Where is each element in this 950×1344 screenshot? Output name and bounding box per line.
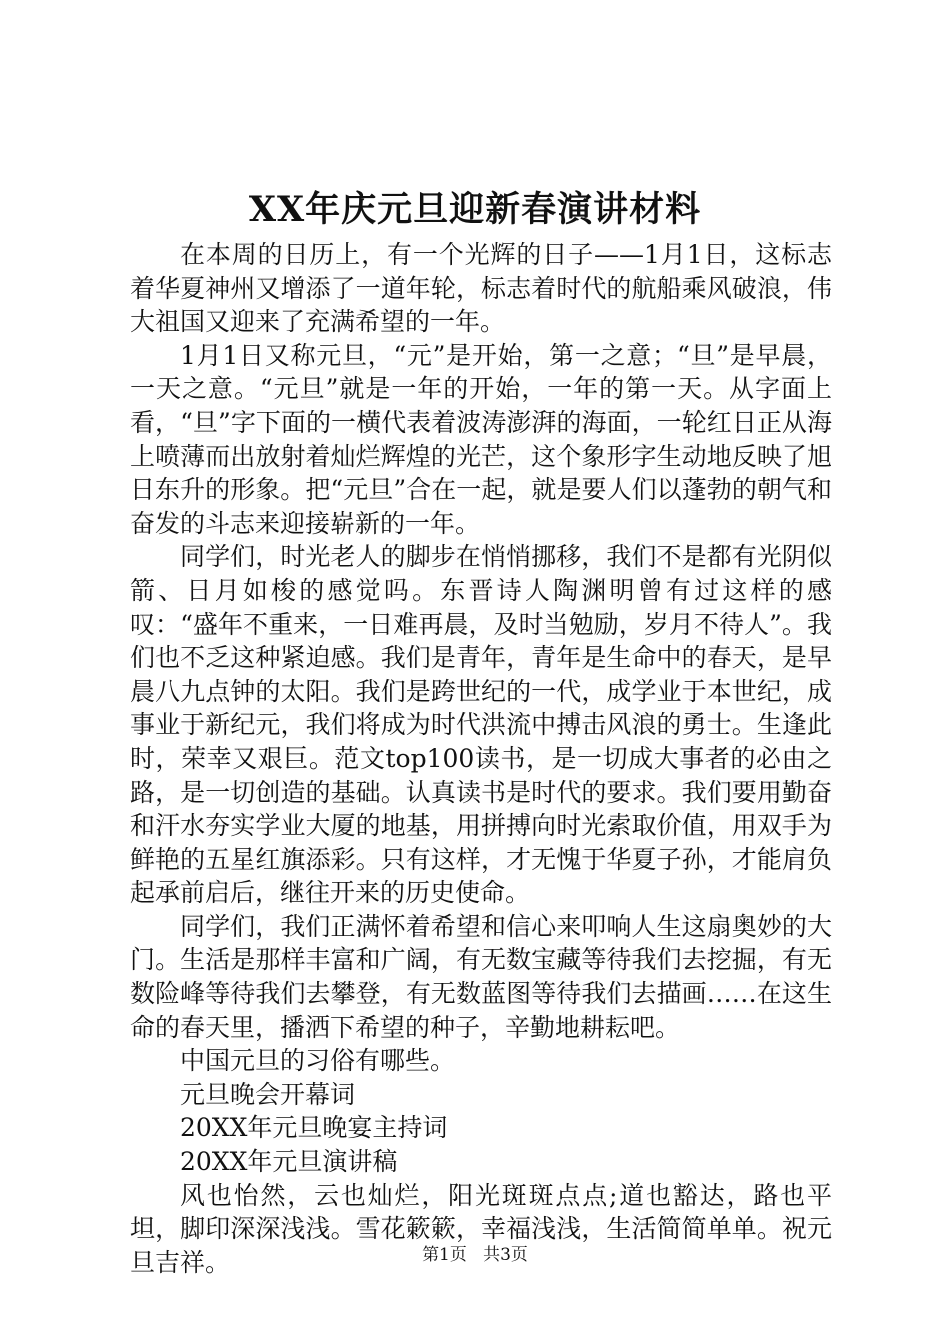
page-spacer	[472, 1245, 477, 1265]
paragraph: 20XX年元旦演讲稿	[180, 1147, 398, 1177]
page-total: 共3页	[483, 1245, 528, 1265]
paragraph: 风也怡然，云也灿烂，阳光斑斑点点;道也豁达，路也平坦，脚印深深浅浅。雪花簌簌，幸福浅浅，生活简简单单。祝元旦吉祥。	[130, 1180, 832, 1277]
paragraph: 元旦晚会开幕词	[180, 1079, 356, 1109]
paragraph: 同学们，我们正满怀着希望和信心来叩响人生这扇奥妙的大门。生活是那样丰富和广阔，有无数宝藏等待我们去挖掘，有无数险峰等待我们去攀登，有无数蓝图等待我们去描画……在这生命的春天里，播洒下希望的种子，辛勤地耕耘吧。	[130, 911, 832, 1042]
document-title: XX年庆元旦迎新春演讲材料	[248, 189, 702, 230]
paragraph: 同学们，时光老人的脚步在悄悄挪移，我们不是都有光阴似箭、日月如梭的感觉吗。东晋诗人陶渊明曾有过这样的感叹：“盛年不重来，一日难再晨，及时当勉励，岁月不待人”。我们也不乏这种紧迫感。我们是青年，青年是生命中的春天，是早晨八九点钟的太阳。我们是跨世纪的一代，成学业于本世纪，成事业于新纪元，我们将成为时代洪流中搏击风浪的勇士。生逢此时，荣幸又艰巨。范文top100读书，是一切成大事者的必由之路，是一切创造的基础。认真读书是时代的要求。我们要用勤奋和汗水夯实学业大厦的地基，用拼搏向时光索取价值，用双手为鲜艳的五星红旗添彩。只有这样，才无愧于华夏子孙，才能肩负起承前启后，继往开来的历史使命。	[130, 542, 832, 908]
paragraph: 中国元旦的习俗有哪些。	[180, 1046, 456, 1076]
page-number: 第1页	[422, 1245, 467, 1265]
paragraph: 20XX年元旦晚宴主持词	[180, 1113, 448, 1143]
paragraph: 在本周的日历上，有一个光辉的日子——1月1日，这标志着华夏神州又增添了一道年轮，标志着时代的航船乘风破浪，伟大祖国又迎来了充满希望的一年。	[130, 240, 832, 337]
page-footer	[0, 1243, 950, 1267]
document-body	[130, 238, 832, 1279]
paragraph: 1月1日又称元旦，“元”是开始，第一之意；“旦”是早晨，一天之意。“元旦”就是一年的开始，一年的第一天。从字面上看，“旦”字下面的一横代表着波涛澎湃的海面，一轮红日正从海上喷薄而出放射着灿烂辉煌的光芒，这个象形字生动地反映了旭日东升的形象。把“元旦”合在一起，就是要人们以蓬勃的朝气和奋发的斗志来迎接崭新的一年。	[130, 340, 832, 538]
